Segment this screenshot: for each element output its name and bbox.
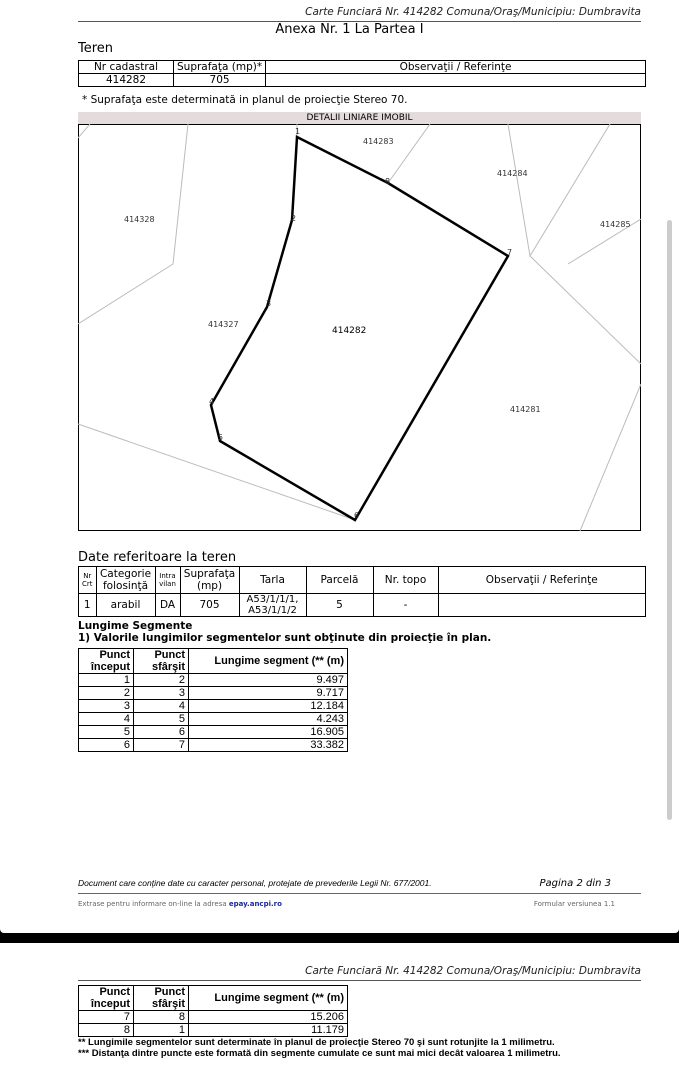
header-cell: Parcelă — [306, 567, 373, 594]
segments-title: Lungime Segmente — [78, 620, 193, 632]
cell: 4.243 — [189, 713, 348, 726]
parcel-label: 414281 — [510, 405, 541, 414]
cell: 6 — [79, 739, 134, 752]
teren-note: * Suprafaţa este determinată in planul de proiecţie Stereo 70. — [82, 94, 408, 106]
divider — [78, 980, 641, 981]
cell: 3 — [79, 700, 134, 713]
parcel-label: 414328 — [124, 215, 155, 224]
point-label: 4 — [209, 397, 215, 406]
parcel-map — [78, 124, 641, 532]
header-cell: Nr. topo — [373, 567, 438, 594]
cell: 33.382 — [189, 739, 348, 752]
cell: 16.905 — [189, 726, 348, 739]
parcel-label: 414285 — [600, 220, 631, 229]
cell: 1 — [79, 594, 97, 617]
cell: A53/1/1/1, A53/1/1/2 — [239, 594, 306, 617]
cell — [438, 594, 645, 617]
cell: 9.717 — [189, 687, 348, 700]
header-cell: Punct sfârşit — [134, 649, 189, 674]
point-label: 6 — [354, 511, 360, 520]
epay-link[interactable]: epay.ancpi.ro — [228, 900, 282, 908]
cell: 1 — [79, 674, 134, 687]
point-label: 7 — [507, 248, 513, 257]
segments-table — [78, 648, 348, 752]
header-cell: Nr cadastral — [79, 61, 174, 74]
cell: 12.184 — [189, 700, 348, 713]
cell: 9.497 — [189, 674, 348, 687]
annex-title: Anexa Nr. 1 La Partea I — [275, 22, 424, 37]
segments-table-continued — [78, 985, 348, 1037]
cell: 4 — [79, 713, 134, 726]
header-cell: Observaţii / Referinţe — [266, 61, 646, 74]
section-title-teren: Teren — [78, 41, 114, 56]
land-data-section — [78, 550, 646, 752]
cell: 3 — [134, 687, 189, 700]
point-label: 3 — [266, 299, 272, 308]
header-cell: Observaţii / Referinţe — [438, 567, 645, 594]
cell: 15.206 — [189, 1011, 348, 1024]
cell: 4 — [134, 700, 189, 713]
cell: 8 — [134, 1011, 189, 1024]
parcel-label: 414282 — [332, 326, 367, 336]
divider — [78, 893, 641, 894]
footer-row — [78, 878, 641, 889]
header-cell: Intra vilan — [155, 567, 180, 594]
segments-note: 1) Valorile lungimilor segmentelor sunt obţinute din proiecţie în plan. — [78, 632, 492, 644]
document-page-3 — [0, 943, 679, 1080]
cell: - — [373, 594, 438, 617]
cell: 5 — [134, 713, 189, 726]
parcel-label: 414283 — [363, 137, 394, 146]
header-cell: Punct început — [79, 649, 134, 674]
header-cell: Punct sfârşit — [134, 986, 189, 1011]
extract-note — [78, 900, 282, 908]
map-title: DETALII LINIARE IMOBIL — [78, 112, 641, 124]
point-label: 1 — [295, 127, 301, 136]
cell: 8 — [79, 1024, 134, 1037]
cell: 2 — [134, 674, 189, 687]
point-label: 5 — [218, 433, 224, 442]
date-table — [78, 566, 646, 617]
page-number: Pagina 2 din 3 — [539, 878, 611, 889]
header-cell: Categorie folosinţă — [96, 567, 155, 594]
cell: 5 — [79, 726, 134, 739]
cell: 7 — [134, 739, 189, 752]
header-cell: Nr Crt — [79, 567, 97, 594]
segments-continued-section — [78, 985, 679, 1059]
header-cell: Lungime segment (** (m) — [189, 986, 348, 1011]
cell: 705 — [180, 594, 239, 617]
parcel-label: 414284 — [497, 169, 528, 178]
point-label: 2 — [291, 214, 297, 223]
cell: 705 — [174, 74, 266, 87]
legal-notice: Document care conţine date cu caracter personal, protejate de prevederile Legii Nr. 677/2001. — [78, 878, 432, 888]
cell: 6 — [134, 726, 189, 739]
cell — [266, 74, 646, 87]
page-header: Carte Funciară Nr. 414282 Comuna/Oraş/Municipiu: Dumbravita — [305, 965, 641, 977]
cell: 2 — [79, 687, 134, 700]
section-title-date: Date referitoare la teren — [78, 550, 237, 565]
page-header: Carte Funciară Nr. 414282 Comuna/Oraş/Municipiu: Dumbravita — [305, 6, 641, 18]
form-version: Formular versiunea 1.1 — [533, 900, 615, 908]
footer-row-2 — [78, 900, 641, 908]
parcel-label: 414327 — [208, 320, 239, 329]
cell: arabil — [96, 594, 155, 617]
point-label: 8 — [385, 177, 391, 186]
scrollbar[interactable] — [667, 220, 672, 820]
cell: DA — [155, 594, 180, 617]
header-cell: Suprafaţa (mp) — [180, 567, 239, 594]
header-cell: Tarla — [239, 567, 306, 594]
cell: 1 — [134, 1024, 189, 1037]
header-cell: Punct început — [79, 986, 134, 1011]
header-cell: Suprafaţa (mp)* — [174, 61, 266, 74]
cell: 5 — [306, 594, 373, 617]
header-cell: Lungime segment (** (m) — [189, 649, 348, 674]
extract-text: Extrase pentru informare on-line la adresa — [78, 900, 227, 908]
segments-note-3: *** Distanţa dintre puncte este formată din segmente cumulate ce sunt mai mici decât valoarea 1 milimetru. — [78, 1048, 561, 1059]
cell: 11.179 — [189, 1024, 348, 1037]
teren-table — [78, 60, 646, 87]
cell: 414282 — [79, 74, 174, 87]
cell: 7 — [79, 1011, 134, 1024]
segments-note-2: ** Lungimile segmentelor sunt determinate în planul de proiecţie Stereo 70 şi sunt rotunjite la 1 milimetru. — [78, 1037, 555, 1048]
